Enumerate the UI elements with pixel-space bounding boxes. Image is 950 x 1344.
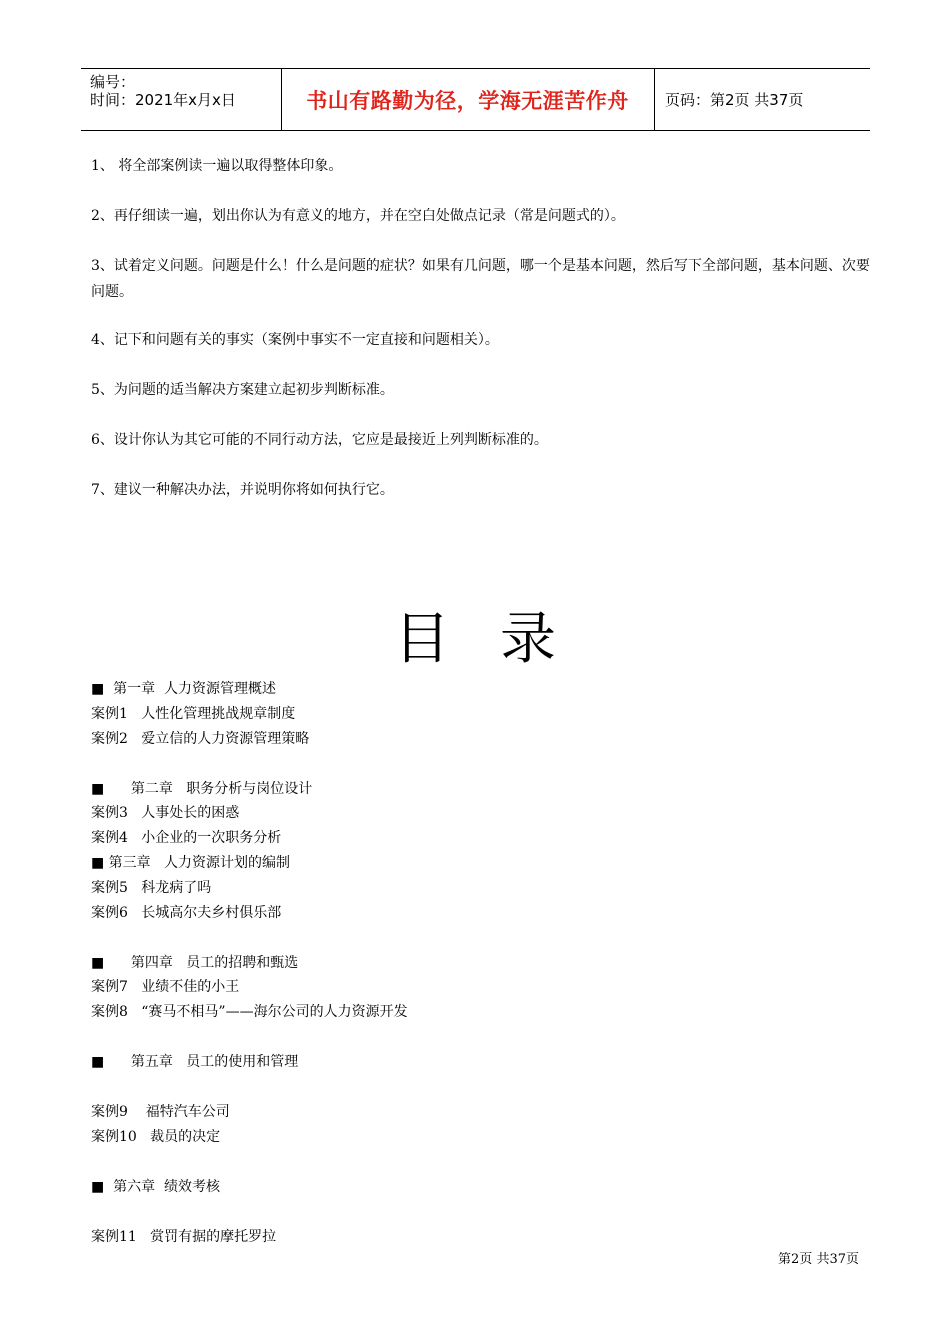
toc-case-5: 案例5 科龙病了吗 xyxy=(91,880,212,896)
document-time-label: 时间：2021年x月x日 xyxy=(90,91,236,109)
footer-page-number: 第2页 共37页 xyxy=(778,1252,859,1267)
toc-case-1: 案例1 人性化管理挑战规章制度 xyxy=(91,706,296,722)
instruction-6: 6、设计你认为其它可能的不同行动方法，它应是最接近上列判断标准的。 xyxy=(91,432,548,448)
instruction-7: 7、建议一种解决办法，并说明你将如何执行它。 xyxy=(91,482,394,498)
chapter-bullet-icon: ■ xyxy=(91,681,105,697)
toc-case-3: 案例3 人事处长的困惑 xyxy=(91,805,240,821)
toc-title: 目录 xyxy=(394,607,606,672)
document-number-label: 编号： xyxy=(90,73,136,91)
header-middle-cell xyxy=(281,69,655,130)
chapter-bullet-icon: ■ xyxy=(91,1054,105,1070)
instruction-5: 5、为问题的适当解决方案建立起初步判断标准。 xyxy=(91,382,394,398)
chapter-bullet-icon: ■ xyxy=(91,781,105,797)
toc-chapter-1: ■ 第一章 人力资源管理概述 xyxy=(91,681,277,697)
toc-chapter-5: ■ 第五章 员工的使用和管理 xyxy=(91,1054,299,1070)
toc-case-10: 案例10 裁员的决定 xyxy=(91,1129,221,1145)
toc-chapter-6: ■ 第六章 绩效考核 xyxy=(91,1179,221,1195)
instruction-1: 1、 将全部案例读一遍以取得整体印象。 xyxy=(91,158,343,174)
toc-chapter-3: ■ 第三章 人力资源计划的编制 xyxy=(91,855,291,871)
chapter-bullet-icon: ■ xyxy=(91,955,105,971)
header-page-number: 页码：第2页 共37页 xyxy=(665,91,804,109)
chapter-bullet-icon: ■ xyxy=(91,1179,105,1195)
toc-case-2: 案例2 爱立信的人力资源管理策略 xyxy=(91,731,310,747)
page-header xyxy=(81,68,870,131)
header-left-cell xyxy=(81,69,282,130)
toc-case-7: 案例7 业绩不佳的小王 xyxy=(91,979,240,995)
toc-chapter-2: ■ 第二章 职务分析与岗位设计 xyxy=(91,781,313,797)
toc-case-4: 案例4 小企业的一次职务分析 xyxy=(91,830,282,846)
instruction-3: 3、试着定义问题。问题是什么！什么是问题的症状？如果有几问题，哪一个是基本问题，然后写下全部问题，基本问题、次要问题。 xyxy=(91,258,870,300)
header-motto: 书山有路勤为径，学海无涯苦作舟 xyxy=(306,88,629,113)
toc-case-11: 案例11 赏罚有据的摩托罗拉 xyxy=(91,1229,277,1245)
chapter-bullet-icon: ■ xyxy=(91,855,105,871)
toc-case-9: 案例9 福特汽车公司 xyxy=(91,1104,230,1120)
toc-case-6: 案例6 长城高尔夫乡村俱乐部 xyxy=(91,905,282,921)
instruction-4: 4、记下和问题有关的事实（案例中事实不一定直接和问题相关）。 xyxy=(91,332,499,348)
header-right-cell xyxy=(655,69,870,130)
toc-chapter-4: ■ 第四章 员工的招聘和甄选 xyxy=(91,955,299,971)
toc-case-8: 案例8 “赛马不相马”——海尔公司的人力资源开发 xyxy=(91,1004,408,1020)
instruction-2: 2、再仔细读一遍，划出你认为有意义的地方，并在空白处做点记录（常是问题式的）。 xyxy=(91,208,625,224)
